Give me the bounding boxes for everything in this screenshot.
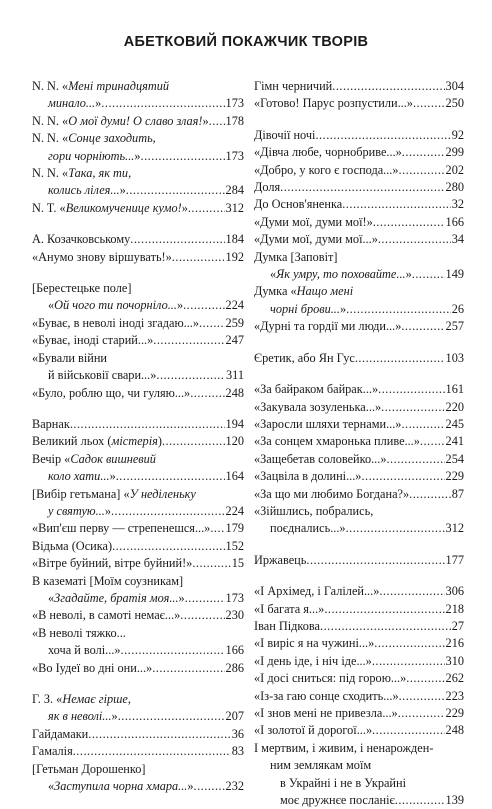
index-entry [254, 162, 464, 179]
entry-title-line: До Основ'яненка [254, 197, 343, 212]
index-entry [32, 332, 244, 349]
index-column-right [254, 78, 464, 809]
page-number: 262 [445, 671, 464, 686]
entry-title-line: «Бували війни [32, 350, 108, 365]
dot-leader [153, 332, 224, 349]
entry-title-line: в Украйні і не в Украйні [280, 775, 407, 790]
entry-title-line: ним землякам моїм [270, 758, 372, 773]
page-number: 177 [445, 552, 464, 567]
entry-title-line: «Ой чого ти почорніло...» [48, 298, 184, 313]
index-entry [254, 144, 464, 161]
section-gap [32, 217, 244, 231]
dot-leader [355, 350, 445, 367]
dot-leader [395, 792, 445, 809]
page-number: 312 [445, 521, 464, 536]
dot-leader [73, 743, 231, 760]
index-entry [32, 520, 244, 537]
page-number: 304 [445, 79, 464, 93]
index-entry [254, 618, 464, 635]
page-number: 15 [231, 556, 244, 571]
index-entry [254, 416, 464, 433]
page-number: 229 [445, 469, 464, 484]
entry-title-line: N. N. «Така, як ти, [32, 166, 132, 181]
dot-leader [156, 367, 225, 384]
entry-title-line: й військовії свари...» [48, 368, 157, 383]
index-entry [32, 691, 244, 726]
dot-leader [409, 486, 451, 503]
page-number: 224 [225, 298, 244, 313]
entry-title-line: [Гетьман Дорошенко] [32, 761, 146, 776]
dot-leader [401, 318, 444, 335]
dot-leader [399, 162, 445, 179]
entry-title-line: «І багата я...» [254, 601, 325, 616]
dot-leader [324, 601, 444, 618]
index-entry [254, 399, 464, 416]
entry-title-line: [Берестецьке поле] [32, 281, 132, 296]
entry-title-line: «Анумо знову віршувать!» [32, 249, 172, 264]
dot-leader [361, 468, 444, 485]
index-entry [254, 635, 464, 652]
dot-leader [111, 503, 225, 520]
page-number: 164 [225, 469, 244, 484]
index-entry [254, 601, 464, 618]
section-gap [254, 538, 464, 552]
page-number: 286 [225, 660, 244, 675]
entry-title-line: «Як умру, то поховайте...» [270, 267, 412, 282]
index-entry [254, 583, 464, 600]
dot-leader [306, 552, 444, 569]
entry-title-line: «Було, роблю що, чи гуляю...» [32, 385, 191, 400]
page-number: 34 [451, 232, 464, 247]
dot-leader [372, 722, 444, 739]
page-number: 120 [225, 434, 244, 449]
dot-leader [406, 670, 444, 687]
dot-leader [315, 127, 450, 144]
entry-title-line: «В неволі, в самоті немає...» [32, 608, 181, 623]
index-entry [32, 249, 244, 266]
entry-title-line: «І досі сниться: під горою...» [254, 671, 407, 686]
page-number: 161 [445, 382, 464, 397]
index-entry [254, 688, 464, 705]
dot-leader [402, 144, 445, 161]
dot-leader [412, 266, 445, 283]
entry-title-line: N. N. «О мої думи! О славо злая!» [32, 113, 209, 128]
page-number: 223 [445, 688, 464, 703]
entry-title-line: Варнак [32, 416, 70, 431]
page-number: 229 [445, 706, 464, 720]
index-entry [32, 113, 244, 130]
index-entry [32, 231, 244, 248]
index-entry [254, 350, 464, 367]
page-number: 26 [451, 301, 464, 316]
entry-title-line: «Заросли шляхи тернами...» [254, 416, 402, 431]
section-gap [254, 336, 464, 350]
page-number: 166 [445, 214, 464, 229]
page-number: 152 [225, 538, 244, 553]
index-entry [32, 555, 244, 572]
dot-leader [373, 214, 445, 231]
index-entry [254, 503, 464, 538]
entry-title-line: у святую...» [48, 503, 111, 518]
page-number: 173 [225, 148, 244, 163]
entry-title-line: «І золотої й дорогої...» [254, 723, 373, 738]
entry-title-line: «І Архімед, і Галілей...» [254, 584, 380, 599]
entry-title-line: «Дурні та гордії ми люди...» [254, 319, 402, 334]
index-entry [254, 179, 464, 196]
entry-title-line: як в неволі...» [48, 709, 118, 724]
dot-leader [401, 416, 444, 433]
index-entry [254, 127, 464, 144]
page-number: 250 [445, 96, 464, 111]
section-gap [254, 113, 464, 127]
page-number: 220 [445, 399, 464, 414]
page-number: 311 [226, 368, 244, 383]
page-number: 247 [225, 333, 244, 348]
page-number: 87 [451, 486, 464, 501]
page-number: 245 [445, 416, 464, 431]
index-entry [254, 552, 464, 569]
entry-title-line: «Заступила чорна хмара...» [48, 779, 194, 794]
index-entry [32, 486, 244, 521]
page-number: 178 [225, 113, 244, 128]
dot-leader [162, 433, 225, 450]
entry-title-line: минало...» [48, 96, 102, 111]
entry-title-line: «Закувала зозуленька...» [254, 399, 382, 414]
section-gap [254, 367, 464, 381]
dot-leader [183, 297, 224, 314]
dot-leader [192, 555, 230, 572]
entry-title-line: гори чорніють...» [48, 148, 141, 163]
page-number: 103 [445, 350, 464, 365]
entry-title-line: [Вибір гетьмана] «У неділеньку [32, 486, 196, 501]
entry-title-line: «В неволі тяжко... [32, 625, 126, 640]
index-entry [254, 486, 464, 503]
index-entry [32, 165, 244, 200]
section-gap [32, 402, 244, 416]
page-number: 259 [225, 315, 244, 330]
index-entry [254, 468, 464, 485]
entry-title-line: В казематі [Моїм соузникам] [32, 573, 184, 588]
index-entry [254, 196, 464, 213]
entry-title-line: Гімн черничий [254, 79, 333, 93]
entry-title-line: «Добро, у кого є господа...» [254, 162, 399, 177]
index-entry [32, 743, 244, 760]
dot-leader [172, 249, 225, 266]
dot-leader [199, 315, 225, 332]
dot-leader [185, 590, 225, 607]
index-entry [254, 705, 464, 722]
page-number: 241 [445, 434, 464, 449]
dot-leader [118, 708, 225, 725]
dot-leader [379, 583, 444, 600]
entry-title-line: І мертвим, і живим, і ненарожден- [254, 740, 434, 755]
entry-title-line: моє дружнєе посланіє [280, 793, 395, 808]
dot-leader [346, 301, 451, 318]
section-gap [254, 569, 464, 583]
page-number: 36 [231, 726, 244, 741]
dot-leader [112, 538, 224, 555]
page-number: 192 [225, 249, 244, 264]
page-number: 284 [225, 183, 244, 198]
entry-title-line: «Дівча любе, чорнобриве...» [254, 145, 402, 160]
index-column-left [32, 78, 244, 795]
page-number: 218 [445, 601, 464, 616]
page-number: 194 [225, 416, 244, 431]
dot-leader [88, 726, 230, 743]
index-entry [254, 722, 464, 739]
index-entry [254, 740, 464, 809]
entry-title-line: «Вип'єш перву — стрепенешся...» [32, 521, 211, 536]
index-entry [32, 385, 244, 402]
page-number: 257 [445, 319, 464, 334]
dot-leader [342, 196, 450, 213]
page-number: 299 [445, 145, 464, 160]
index-entry [32, 200, 244, 217]
dot-leader [210, 520, 224, 537]
index-entry [32, 451, 244, 486]
entry-title-line: Доля [254, 180, 281, 195]
index-entry [32, 280, 244, 315]
dot-leader [141, 148, 225, 165]
dot-leader [374, 635, 444, 652]
index-entry [32, 573, 244, 608]
index-entry [254, 78, 464, 95]
index-entry [254, 95, 464, 112]
index-entry [32, 538, 244, 555]
page-number: 254 [445, 451, 464, 466]
entry-title-line: «За байраком байрак...» [254, 382, 379, 397]
page-number: 230 [225, 608, 244, 623]
dot-leader [180, 607, 224, 624]
entry-title-line: «Буває, в неволі іноді згадаю...» [32, 315, 200, 330]
dot-leader [378, 231, 451, 248]
index-entry [254, 451, 464, 468]
entry-title-line: Думка «Нащо мені [254, 284, 354, 299]
entry-title-line: «Думи мої, думи мої!» [254, 214, 373, 229]
entry-title-line: поєднались...» [270, 521, 346, 536]
page-number: 173 [225, 96, 244, 111]
entry-title-line: «Во Іудеї во дні они...» [32, 660, 153, 675]
dot-leader [130, 231, 224, 248]
index-entry [254, 318, 464, 335]
index-entry [32, 130, 244, 165]
index-entry [254, 653, 464, 670]
dot-leader [188, 200, 225, 217]
page-number: 232 [225, 779, 244, 794]
entry-title-line: Гайдамаки [32, 726, 89, 741]
entry-title-line: «За сонцем хмаронька пливе...» [254, 434, 420, 449]
entry-title-line: «Згадайте, братія моя...» [48, 590, 185, 605]
entry-title-line: Єретик, або Ян Гус [254, 350, 355, 365]
entry-title-line: «Думи мої, думи мої...» [254, 232, 378, 247]
entry-title-line: «І виріс я на чужині...» [254, 636, 375, 651]
entry-title-line: «Вітре буйний, вітре буйний!» [32, 556, 193, 571]
entry-title-line: «Готово! Парус розпустили...» [254, 96, 413, 111]
entry-title-line: Вечір «Садок вишневий [32, 451, 156, 466]
dot-leader [332, 78, 444, 95]
index-entry [32, 625, 244, 660]
index-entry [32, 78, 244, 113]
page-number: 27 [451, 618, 464, 633]
index-entry [32, 607, 244, 624]
entry-title-line: Г. З. «Немає гірше, [32, 692, 131, 706]
entry-title-line: «Буває, іноді старий...» [32, 333, 154, 348]
dot-leader [372, 653, 445, 670]
entry-title-line: «І знов мені не привезла...» [254, 706, 398, 720]
entry-title-line: коло хати...» [48, 469, 116, 484]
page-number: 248 [225, 385, 244, 400]
entry-title-line: Великий льох (містерія) [32, 434, 162, 449]
entry-title-line: чорні брови...» [270, 301, 347, 316]
dot-leader [381, 399, 444, 416]
entry-title-line: «Зійшлись, побрались, [254, 503, 374, 518]
entry-title-line: «Із-за гаю сонце сходить...» [254, 688, 399, 703]
page-number: 83 [231, 744, 244, 759]
entry-title-line: хоча й волі...» [48, 643, 121, 658]
entry-title-line: А. Козачковському [32, 232, 131, 247]
entry-title-line: Думка [Заповіт] [254, 249, 338, 264]
index-entry [32, 315, 244, 332]
index-entry [254, 283, 464, 318]
index-entry [32, 416, 244, 433]
dot-leader [126, 182, 225, 199]
section-gap [32, 677, 244, 691]
entry-title-line: «Защебетав соловейко...» [254, 451, 387, 466]
page-number: 312 [225, 200, 244, 215]
dot-leader [378, 381, 444, 398]
page-number: 179 [225, 521, 244, 536]
index-entry [32, 761, 244, 796]
dot-leader [101, 95, 224, 112]
dot-leader [70, 416, 225, 433]
dot-leader [413, 95, 445, 112]
entry-title-line: «Зацвіла в долині...» [254, 469, 362, 484]
page-number: 207 [225, 709, 244, 724]
entry-title-line: N. N. «Мені тринадцятий [32, 79, 170, 93]
entry-title-line: «За що ми любимо Богдана?» [254, 486, 410, 501]
entry-title-line: Гамалія [32, 744, 73, 759]
dot-leader [190, 385, 224, 402]
entry-title-line: N. T. «Великомученице кумо!» [32, 200, 188, 215]
index-entry [32, 726, 244, 743]
index-entry [254, 214, 464, 231]
index-entry [254, 231, 464, 248]
page-number: 248 [445, 723, 464, 738]
dot-leader [280, 179, 444, 196]
page-number: 184 [225, 232, 244, 247]
index-entry [32, 433, 244, 450]
page-number: 173 [225, 590, 244, 605]
index-title: АБЕТКОВИЙ ПОКАЖЧИК ТВОРІВ [123, 34, 369, 50]
dot-leader [398, 705, 445, 722]
dot-leader [420, 433, 445, 450]
entry-title-line: Відьма (Осика) [32, 538, 113, 553]
page-number: 216 [445, 636, 464, 651]
section-gap [32, 266, 244, 280]
page-number: 92 [451, 127, 464, 142]
index-entry [32, 350, 244, 385]
dot-leader [399, 688, 445, 705]
entry-title-line: «І день іде, і ніч іде...» [254, 653, 372, 668]
dot-leader [209, 113, 225, 130]
index-entry [254, 433, 464, 450]
dot-leader [386, 451, 444, 468]
page-number: 306 [445, 584, 464, 599]
entry-title-line: колись лілея...» [48, 183, 126, 198]
page-number: 149 [445, 267, 464, 282]
page-number: 224 [225, 503, 244, 518]
index-entry [254, 381, 464, 398]
dot-leader [194, 778, 225, 795]
dot-leader [152, 660, 224, 677]
entry-title-line: Дівочії ночі [254, 127, 316, 142]
dot-leader [116, 468, 225, 485]
page-number: 139 [445, 793, 464, 808]
dot-leader [121, 642, 225, 659]
page-number: 32 [451, 197, 464, 212]
entry-title-line: Іван Підкова [254, 618, 321, 633]
dot-leader [320, 618, 451, 635]
page-number: 202 [445, 162, 464, 177]
index-entry [254, 249, 464, 284]
index-entry [32, 660, 244, 677]
page-number: 166 [225, 643, 244, 658]
dot-leader [346, 520, 445, 537]
page-number: 310 [445, 653, 464, 668]
page-number: 280 [445, 180, 464, 195]
index-entry [254, 670, 464, 687]
entry-title-line: Иржавець [254, 552, 307, 567]
entry-title-line: N. N. «Сонце заходить, [32, 131, 156, 146]
